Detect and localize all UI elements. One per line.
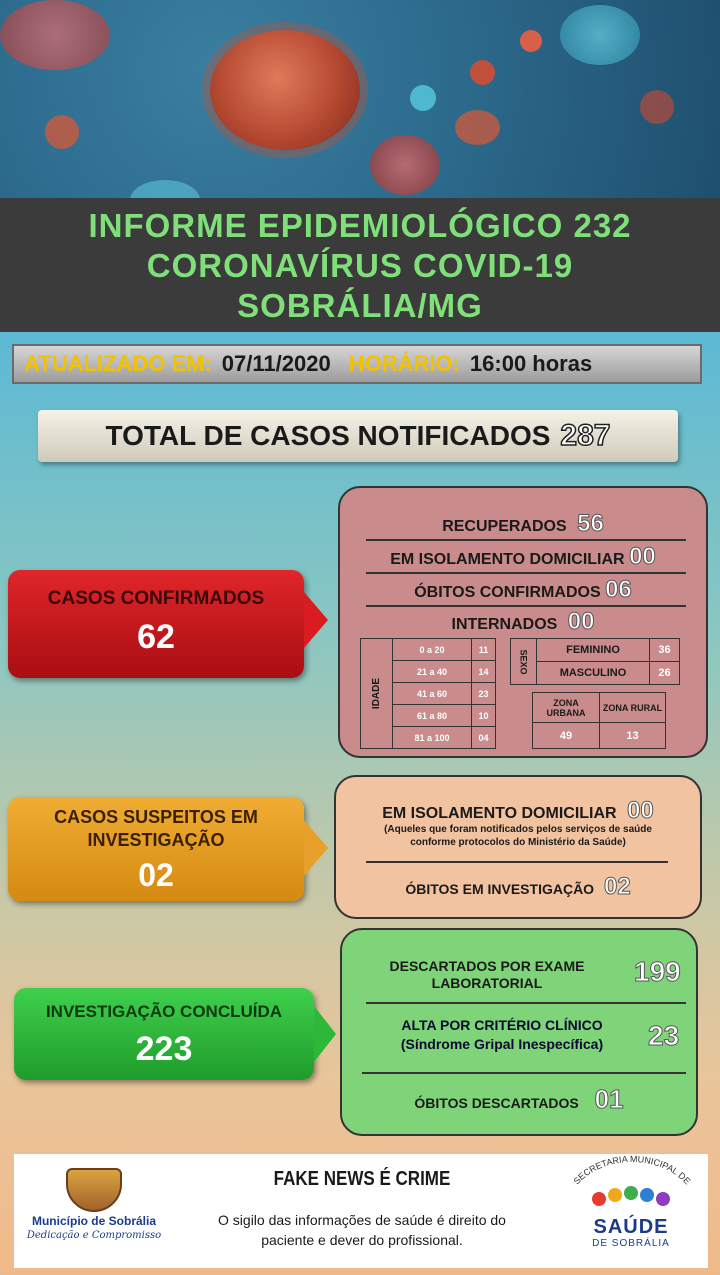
virus-illustration <box>0 0 110 70</box>
municipality-motto: Dedicação e Compromisso <box>26 1230 162 1241</box>
report-location: SOBRÁLIA/MG <box>237 287 483 324</box>
virus-illustration <box>45 115 79 149</box>
deaths-discarded-label: ÓBITOS DESCARTADOS <box>414 1095 579 1111</box>
confirmed-cases-value: 62 <box>137 618 175 656</box>
recovered-row <box>340 510 706 538</box>
rural-value: 13 <box>600 723 666 749</box>
age-label: IDADE <box>371 677 383 710</box>
svg-text:SECRETARIA MUNICIPAL DE <box>571 1154 692 1186</box>
concluded-details-panel <box>340 928 698 1136</box>
home-isolation-value: 00 <box>629 543 656 570</box>
home-isolation-label: EM ISOLAMENTO DOMICILIAR <box>390 551 625 568</box>
total-notified-label: TOTAL DE CASOS NOTIFICADOS <box>105 420 551 451</box>
updated-bar <box>12 344 702 384</box>
age-range: 21 a 40 <box>393 661 472 683</box>
suspected-deaths-value: 02 <box>603 873 631 900</box>
sex-label: SEXO <box>518 648 529 675</box>
virus-illustration <box>520 30 542 52</box>
discarded-label-line1: DESCARTADOS POR EXAME <box>389 958 585 974</box>
updated-date: 07/11/2020 <box>221 351 331 376</box>
virus-illustration <box>455 110 500 145</box>
divider <box>362 1072 686 1074</box>
age-range: 61 a 80 <box>393 705 472 727</box>
confirmed-deaths-value: 06 <box>605 576 632 603</box>
virus-illustration <box>370 135 440 195</box>
urban-label: ZONA URBANA <box>533 693 600 723</box>
recovered-value: 56 <box>577 510 604 537</box>
hospitalized-label: INTERNADOS <box>451 616 558 633</box>
age-count: 04 <box>471 727 495 749</box>
arrow-right-icon <box>304 592 328 648</box>
virus-illustration <box>470 60 495 85</box>
clinical-value: 23 <box>648 1020 680 1051</box>
divider <box>366 539 686 541</box>
virus-banner-image <box>0 0 720 200</box>
age-table <box>360 638 496 749</box>
confirmed-deaths-label: ÓBITOS CONFIRMADOS <box>414 584 601 601</box>
privacy-text <box>174 1210 550 1250</box>
discarded-label-line2: LABORATORIAL <box>431 975 543 991</box>
privacy-line2: paciente e dever do profissional. <box>261 1232 463 1248</box>
municipality-name: Município de Sobrália <box>31 1214 156 1228</box>
people-figures-icon <box>592 1186 672 1212</box>
clinical-label-line1: ALTA POR CRITÉRIO CLÍNICO <box>401 1017 603 1033</box>
age-range: 0 a 20 <box>393 639 472 661</box>
report-header <box>0 198 720 332</box>
sex-header <box>511 639 537 685</box>
municipality-logo <box>14 1154 174 1268</box>
age-count: 10 <box>471 705 495 727</box>
female-value: 36 <box>650 639 680 662</box>
report-title: INFORME EPIDEMIOLÓGICO 232 <box>88 207 632 244</box>
suspected-cases-value: 02 <box>138 857 174 893</box>
total-notified-value: 287 <box>560 419 611 452</box>
age-range: 81 a 100 <box>393 727 472 749</box>
deaths-discarded-row <box>342 1084 696 1115</box>
concluded-label: INVESTIGAÇÃO CONCLUÍDA <box>45 1002 283 1021</box>
suspected-note-line1: (Aqueles que foram notificados pelos serviços de saúde <box>384 824 652 835</box>
male-value: 26 <box>650 662 680 685</box>
zone-table <box>532 692 666 749</box>
coat-of-arms-icon <box>66 1168 122 1212</box>
virus-illustration <box>130 180 200 200</box>
discarded-row <box>342 958 632 992</box>
divider <box>366 572 686 574</box>
discarded-value: 199 <box>634 956 681 987</box>
age-range: 41 a 60 <box>393 683 472 705</box>
confirmed-deaths-row <box>340 576 706 604</box>
suspected-cases-label-line2: INVESTIGAÇÃO <box>87 830 225 850</box>
suspected-cases-label: CASOS SUSPEITOS EM <box>54 807 258 827</box>
privacy-line1: O sigilo das informações de saúde é direito do <box>218 1212 506 1228</box>
arrow-right-icon <box>304 820 328 876</box>
virus-illustration <box>210 30 360 150</box>
updated-date-label: ATUALIZADO EM: <box>24 351 212 376</box>
virus-illustration <box>410 85 436 111</box>
age-count: 23 <box>471 683 495 705</box>
updated-time: 16:00 horas <box>469 351 593 376</box>
suspected-details-panel <box>334 775 702 919</box>
saude-label: SAÚDE <box>593 1216 669 1238</box>
fake-news-title: FAKE NEWS É CRIME <box>273 1168 451 1190</box>
suspected-isolation-row <box>336 797 700 825</box>
arrow-right-icon <box>314 1006 336 1062</box>
de-sobralia-label: DE SOBRÁLIA <box>592 1238 670 1249</box>
home-isolation-row <box>340 543 706 571</box>
suspected-isolation-label: EM ISOLAMENTO DOMICILIAR <box>382 805 617 822</box>
suspected-note <box>336 823 700 849</box>
total-notified-box <box>38 410 678 462</box>
confirmed-cases-label: CASOS CONFIRMADOS <box>47 588 265 609</box>
urban-value: 49 <box>533 723 600 749</box>
deaths-discarded-value: 01 <box>594 1084 624 1114</box>
virus-illustration <box>560 5 640 65</box>
updated-time-label: HORÁRIO: <box>348 351 460 376</box>
rural-label: ZONA RURAL <box>600 693 666 723</box>
footer <box>14 1154 708 1268</box>
report-subtitle: CORONAVÍRUS COVID-19 <box>146 247 574 284</box>
confirmed-cases-box <box>8 570 304 678</box>
suspected-isolation-value: 00 <box>627 797 654 824</box>
male-label: MASCULINO <box>537 662 650 685</box>
suspected-note-line2: conforme protocolos do Ministério da Saúde) <box>410 837 626 848</box>
secretaria-logo <box>554 1154 708 1268</box>
suspected-deaths-row <box>336 873 700 901</box>
age-count: 11 <box>471 639 495 661</box>
suspected-deaths-label: ÓBITOS EM INVESTIGAÇÃO <box>405 881 595 897</box>
recovered-label: RECUPERADOS <box>442 518 567 535</box>
virus-illustration <box>640 90 674 124</box>
concluded-box <box>14 988 314 1080</box>
suspected-cases-box <box>8 797 304 901</box>
hospitalized-row <box>340 608 706 636</box>
female-label: FEMININO <box>537 639 650 662</box>
divider <box>366 1002 686 1004</box>
confirmed-details-panel <box>338 486 708 758</box>
sex-table <box>510 638 680 685</box>
age-header <box>361 639 393 749</box>
divider <box>366 605 686 607</box>
concluded-value: 223 <box>135 1030 193 1068</box>
secretaria-arc-label: SECRETARIA MUNICIPAL DE <box>571 1154 693 1187</box>
divider <box>366 861 668 863</box>
clinical-row <box>362 1016 642 1054</box>
clinical-label-line2: (Síndrome Gripal Inespecífica) <box>400 1036 604 1052</box>
age-count: 14 <box>471 661 495 683</box>
hospitalized-value: 00 <box>567 608 595 635</box>
